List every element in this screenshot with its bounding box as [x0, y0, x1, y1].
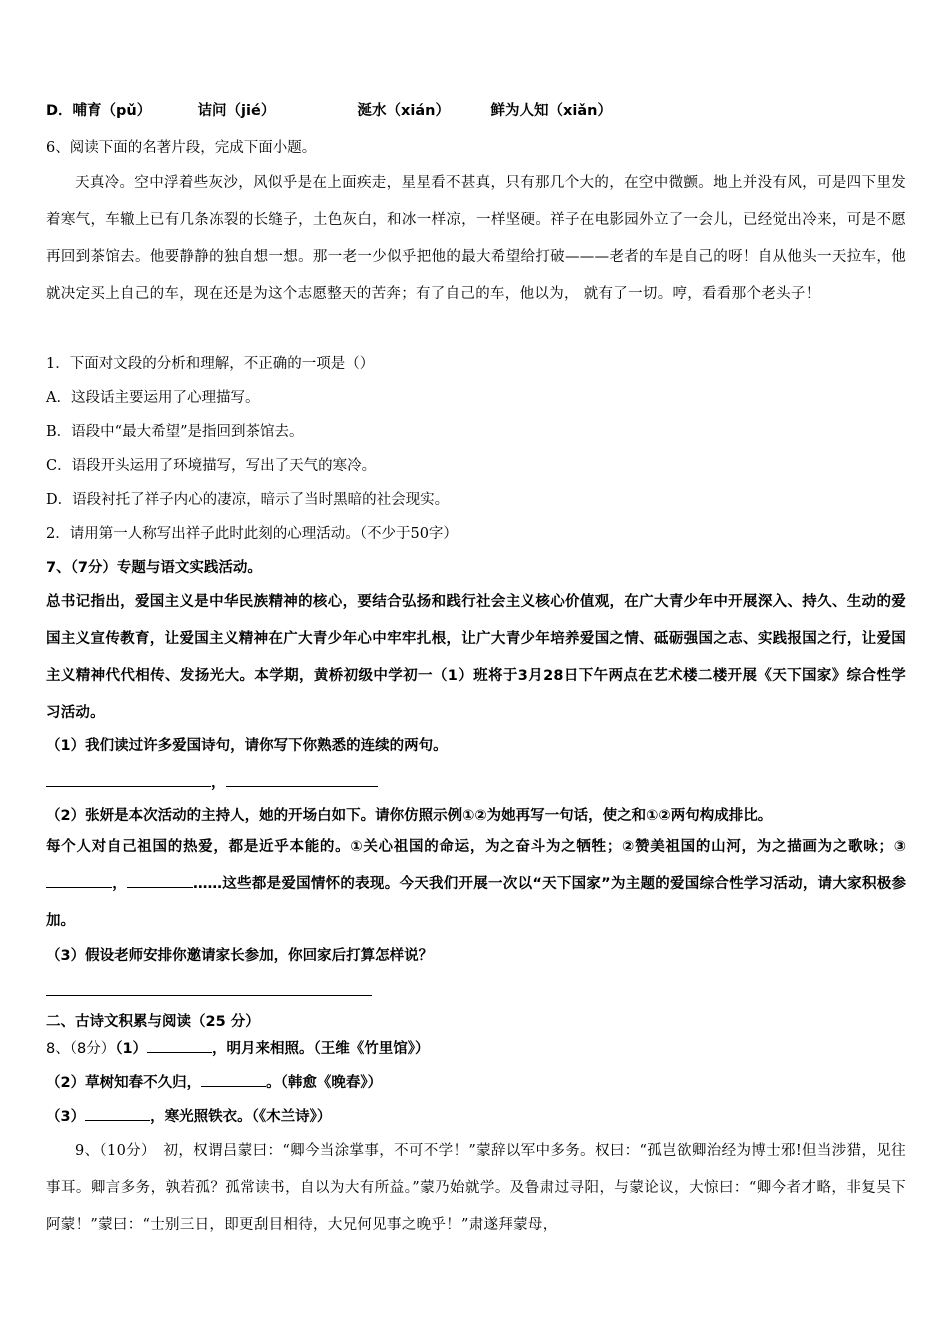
option-item: 涎水（xián）	[357, 103, 450, 119]
q7-part2-lead: 每个人对自己祖国的热爱，都是近乎本能的。①关心祖国的命运，为之奋斗为之牺牲；②赞美祖国的山河，为之描画为之歌咏；③	[46, 839, 906, 855]
option-letter: D．	[46, 103, 73, 119]
q7-part2: （2）张妍是本次活动的主持人，她的开场白如下。请你仿照示例①②为她再写一句话，使之和①②两句构成排比。	[46, 808, 773, 824]
q7-part1: （1）我们读过许多爱国诗句，请你写下你熟悉的连续的两句。	[46, 738, 448, 754]
answer-blank[interactable]	[127, 873, 193, 888]
q8-line3	[46, 1106, 331, 1127]
q6-option-a: A．这段话主要运用了心理描写。	[46, 390, 260, 406]
answer-blank[interactable]	[85, 1106, 150, 1121]
section-title: 二、古诗文积累与阅读（25 分）	[46, 1014, 260, 1030]
q8-line1-tail: ，明月来相照。（王维《竹里馆》）	[212, 1041, 430, 1057]
q5-option-d	[46, 101, 612, 121]
option-item: 诘问（jié）	[197, 103, 276, 119]
q7-stem: 7、（7分）专题与语文实践活动。	[46, 560, 262, 576]
q8-line2-tail: 。（韩愈《晚春》）	[266, 1075, 383, 1091]
q6-option-b: B．语段中“最大希望”是指回到茶馆去。	[46, 424, 304, 440]
option-item: 哺育（pǔ）	[72, 103, 152, 119]
q6-sub1: 1．下面对文段的分析和理解，不正确的一项是（）	[46, 356, 375, 372]
q8-line3-tail: ，寒光照铁衣。（《木兰诗》）	[150, 1109, 332, 1125]
q7-part3: （3）假设老师安排你邀请家长参加，你回家后打算怎样说？	[46, 948, 434, 964]
q7-part1-answer	[46, 772, 378, 793]
answer-blank[interactable]	[46, 873, 112, 888]
q6-passage: 天真冷。空中浮着些灰沙，风似乎是在上面疾走，星星看不甚真，只有那几个大的，在空中微颤。地上并没有风，可是四下里发着寒气，车辙上已有几条冻裂的长缝子，土色灰白，和冰一样凉，一样坚硬。祥子在电影园外立了一会儿，已经觉出冷来，可是不愿再回到茶馆去。他要静静的独自想一想。那一老一少似乎把他的最大希望给打破———老者的车是自己的呀！自从他头一天拉车，他就决定买上自己的车，现在还是为这个志愿整天的苦奔；有了自己的车，他以为， 就有了一切。哼，看看那个老头子！	[46, 175, 906, 302]
q6-sub2: 2．请用第一人称写出祥子此时此刻的心理活动。（不少于50字）	[46, 526, 458, 542]
answer-blank[interactable]	[147, 1038, 212, 1053]
answer-blank[interactable]	[46, 772, 211, 787]
answer-blank[interactable]	[201, 1072, 266, 1087]
q6-stem: 6、阅读下面的名著片段，完成下面小题。	[46, 140, 317, 156]
q8-num: （3）	[46, 1109, 86, 1125]
q8-line2-head: （2）草树知春不久归，	[46, 1075, 202, 1091]
q6-option-c: C．语段开头运用了环境描写，写出了天气的寒冷。	[46, 458, 377, 474]
q7-intro: 总书记指出，爱国主义是中华民族精神的核心，要结合弘扬和践行社会主义核心价值观，在广大青少年中开展深入、持久、生动的爱国主义宣传教育，让爱国主义精神在广大青少年心中牢牢扎根，让广大青少年培养爱国之情、砥砺强国之志、实践报国之行，让爱国主义精神代代相传、发扬光大。本学期，黄桥初级中学初一（1）班将于3月28日下午两点在艺术楼二楼开展《天下国家》综合性学习活动。	[46, 594, 906, 721]
blank-separator: ，	[112, 876, 128, 892]
q6-option-d: D．语段衬托了祥子内心的凄凉，暗示了当时黑暗的社会现实。	[46, 492, 450, 508]
q8-num: （1）	[115, 1041, 148, 1057]
q8-line2	[46, 1072, 382, 1093]
q8-prefix: 8、（8分）	[46, 1041, 116, 1057]
answer-line[interactable]	[46, 995, 372, 996]
answer-blank[interactable]	[226, 772, 378, 787]
q7-part2-tail: ……这些都是爱国情怀的表现。今天我们开展一次以“天下国家”为主题的爱国综合性学习活动，请大家积极参加。	[46, 876, 906, 929]
blank-separator: ，	[211, 775, 226, 791]
option-item: 鲜为人知（xiǎn）	[490, 103, 612, 119]
q7-part2-text	[46, 829, 906, 940]
q9-passage: 9、（10分） 初，权谓吕蒙曰：“卿今当涂掌事，不可不学！”蒙辞以军中多务。权曰：“孤岂欲卿治经为博士邪!但当涉猎，见往事耳。卿言多务，孰若孤？孤常读书，自以为大有所益。”蒙乃始就学。及鲁肃过寻阳，与蒙论议，大惊曰：“卿今者才略，非复吴下阿蒙！”蒙曰：“士别三日，即更刮目相待，大兄何见事之晚乎！”肃遂拜蒙母，	[46, 1143, 906, 1233]
q8-line1	[46, 1038, 430, 1059]
